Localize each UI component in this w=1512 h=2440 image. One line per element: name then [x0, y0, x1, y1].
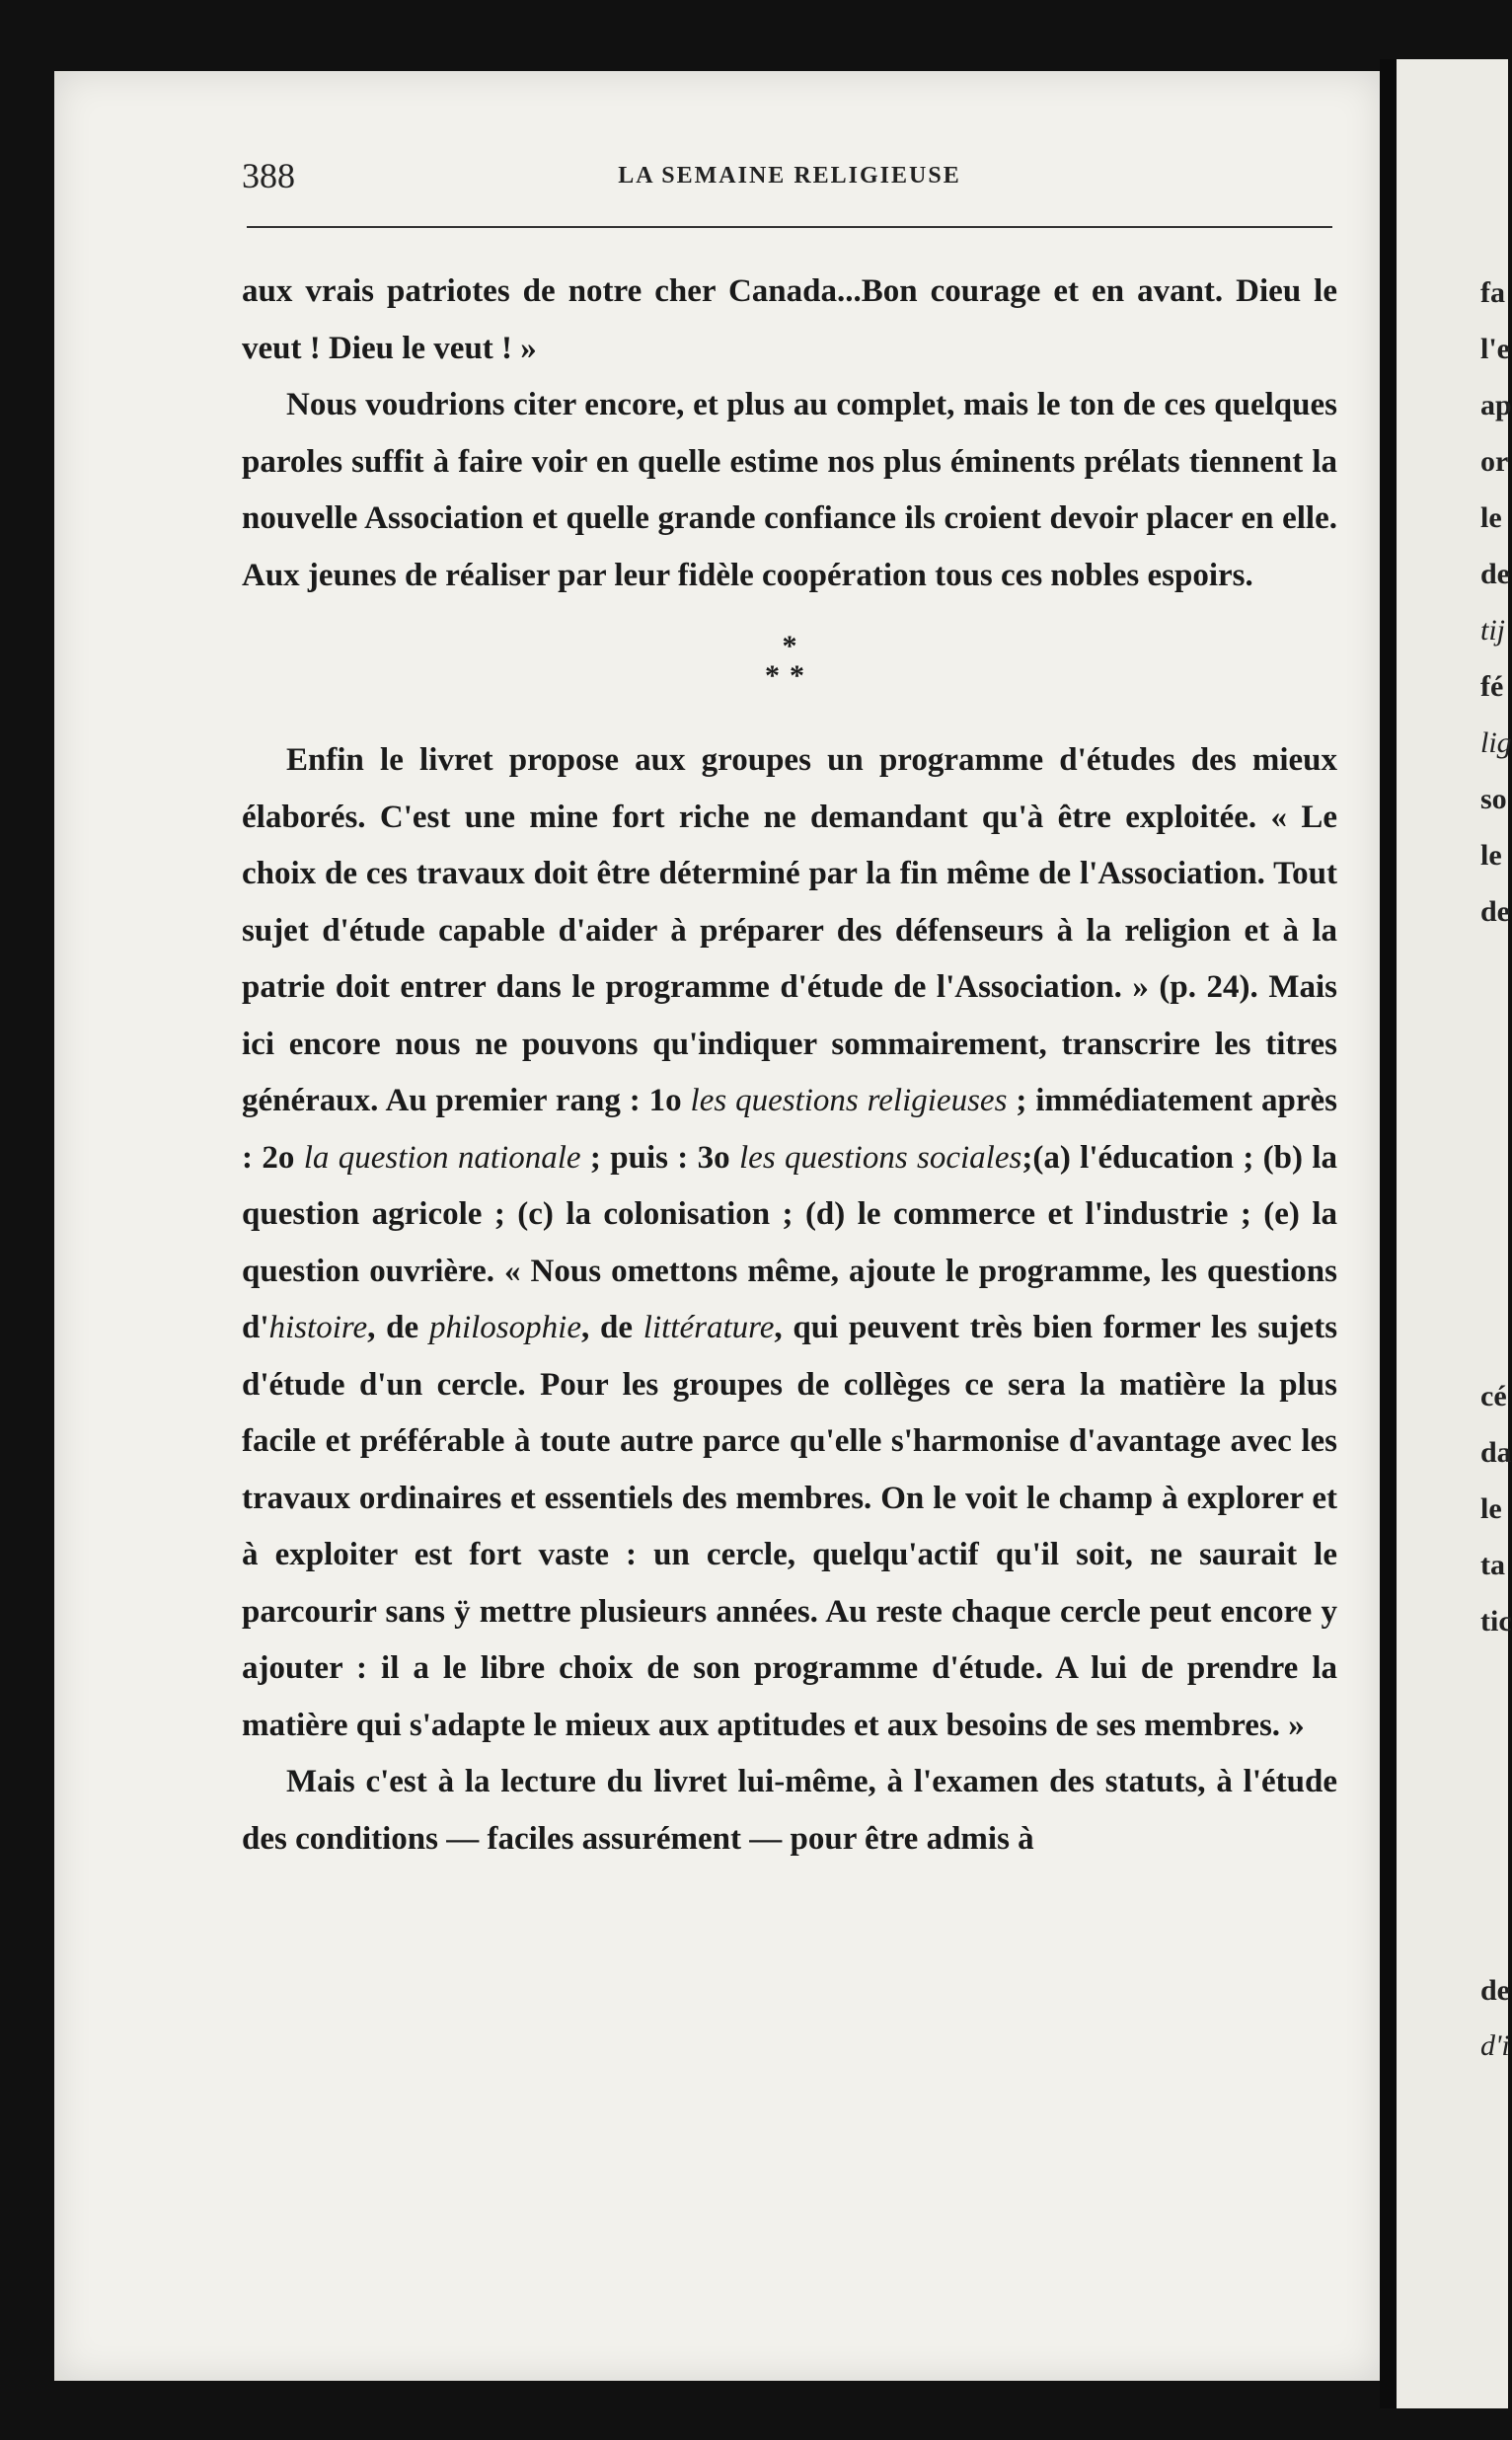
paragraph-3-text-f: , de — [580, 1310, 633, 1345]
paragraph-3-italic-religious: les questions religieuses — [690, 1083, 1008, 1118]
document-page — [54, 71, 1382, 2381]
paragraph-3-italic-social: les questions sociales — [739, 1139, 1022, 1176]
adjacent-fragment: l'e — [1480, 333, 1510, 365]
adjacent-fragment: lig — [1480, 726, 1512, 759]
adjacent-fragment: le — [1480, 839, 1502, 872]
paragraph-3 — [242, 732, 1337, 1754]
adjacent-fragment: tij — [1480, 614, 1506, 647]
paragraph-3-text-a: Enfin le livret propose aux groupes un programme d'études des mieux élaborés. C'est une mine fort riche ne demandant qu'à être exploitée. « Le choix de ces travaux doit être déterminé par la fin même de l'Association. Tout sujet d'étude capable d'aider à préparer des défenseurs à la religion et à la patrie doit entrer dans le programme d'étude de l'Association. » (p. 24). Mais ici encore nous ne pouvons qu'indiquer sommairement, transcrire les titres généraux. Au premier rang : 1o — [242, 742, 1337, 1118]
adjacent-fragment: so — [1480, 783, 1507, 815]
paragraph-3-text-c: ; puis : 3o — [589, 1139, 730, 1176]
paragraph-2: Nous voudrions citer encore, et plus au complet, mais le ton de ces quelques paroles suffit à faire voir en quelle estime nos plus éminents prélats tiennent la nouvelle Association et quelle grande confiance ils croient devoir placer en elle. Aux jeunes de réaliser par leur fidèle coopération tous ces nobles espoirs. — [242, 387, 1337, 593]
paragraph-3-italic-philosophie: philosophie — [428, 1310, 581, 1345]
paragraph-3-italic-litterature: littérature — [643, 1310, 775, 1345]
paragraph-1: aux vrais patriotes de notre cher Canada...Bon courage et en avant. Dieu le veut ! Dieu le veut ! » — [242, 273, 1337, 366]
adjacent-fragment: de — [1480, 1974, 1510, 2007]
adjacent-fragment: ap — [1480, 389, 1512, 421]
adjacent-fragment: de — [1480, 558, 1510, 590]
paragraph-3-text-g: , qui peuvent très bien former les sujets d'étude d'un cercle. Pour les groupes de collèges ce sera la matière la plus facile et préférable à toute autre parce qu'elle s'harmonise d'avantage avec les travaux ordinaires et essentiels des membres. On le voit le champ à explorer et à exploiter est fort vaste : un cercle, quelqu'actif qu'il soit, ne saurait le parcourir sans ÿ mettre plusieurs années. Au reste chaque cercle peut encore y ajouter : il a le libre choix de son programme d'étude. A lui de prendre la matière qui s'adapte le mieux aux aptitudes et aux besoins de ses membres. » — [242, 1310, 1338, 1743]
paragraph-3-text-d: ;(a) l'éducation ; (b) la question agricole ; (c) la colonisation ; (d) le commerce et l'industrie ; (e) la question ouvrière. « Nous omettons même, ajoute le programme, les questions d' — [242, 1139, 1338, 1345]
paragraph-3-italic-national: la question nationale — [303, 1139, 581, 1176]
adjacent-fragment: ta — [1480, 1549, 1505, 1581]
paragraph-3-text-b: ; immédiatement après : 2o — [242, 1083, 1338, 1176]
adjacent-fragment: d'i — [1480, 2029, 1510, 2062]
running-title: LA SEMAINE RELIGIEUSE — [618, 163, 961, 189]
asterism-top: * — [782, 630, 797, 662]
paragraph-3-italic-histoire: histoire — [268, 1310, 368, 1345]
asterism-bottom: ** — [765, 659, 814, 692]
adjacent-fragment: le — [1480, 1492, 1502, 1525]
adjacent-fragment: le — [1480, 501, 1502, 534]
paragraph-3-text-e: , de — [367, 1310, 419, 1345]
adjacent-fragment: de — [1480, 895, 1510, 928]
page-number: 388 — [242, 156, 295, 195]
adjacent-fragment: da — [1480, 1436, 1512, 1469]
adjacent-page-strip — [1397, 59, 1512, 2408]
adjacent-fragment: tic — [1480, 1605, 1512, 1638]
adjacent-fragment: fé — [1480, 670, 1504, 703]
adjacent-fragment: fa — [1480, 276, 1505, 309]
asterism-divider — [242, 632, 1337, 691]
page-body — [242, 264, 1337, 1868]
paragraph-4: Mais c'est à la lecture du livret lui-même, à l'examen des statuts, à l'étude des conditions — faciles assurément — pour être admis à — [242, 1764, 1337, 1857]
adjacent-fragment: or — [1480, 445, 1509, 478]
header-rule — [247, 226, 1332, 228]
adjacent-fragment: cé — [1480, 1380, 1507, 1412]
page-header — [242, 155, 1337, 204]
